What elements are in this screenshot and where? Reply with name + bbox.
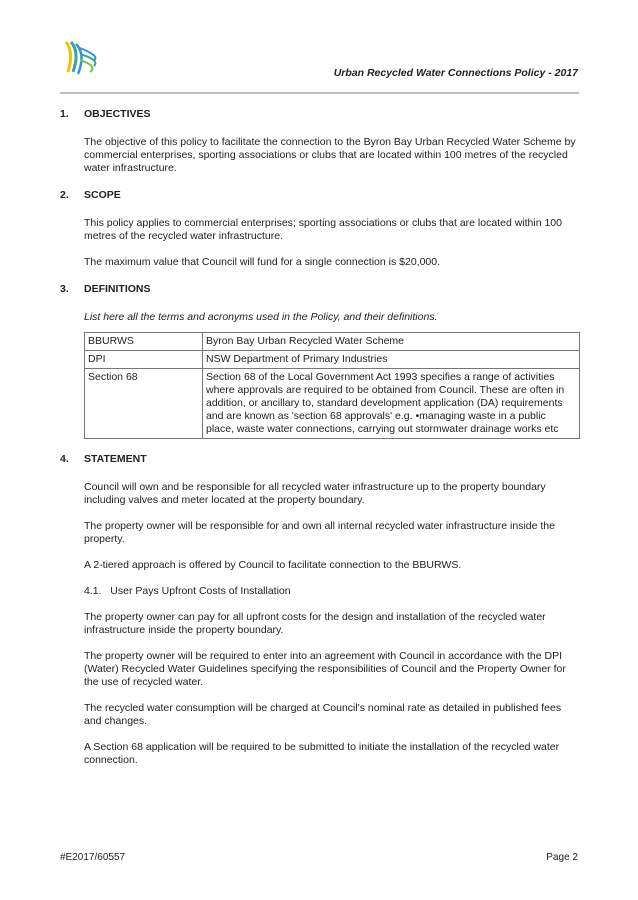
- statement-paragraph-3: A 2-tiered approach is offered by Council to facilitate connection to the BBURWS.: [84, 559, 462, 571]
- section-number: 1.: [60, 108, 69, 120]
- header-divider: [60, 92, 579, 94]
- definition-term: BBURWS: [85, 333, 203, 351]
- table-row: [85, 351, 580, 369]
- subsection-number: 4.1.: [84, 585, 102, 597]
- table-row: [85, 333, 580, 351]
- statement-paragraph-6: The recycled water consumption will be charged at Council's nominal rate as detailed in published fees and changes.: [84, 702, 562, 727]
- document-body: [60, 108, 579, 767]
- section-objectives-heading: [60, 108, 579, 121]
- scope-paragraph-1: This policy applies to commercial enterprises; sporting associations or clubs that are located within 100 metres of the recycled water infrastructure.: [84, 217, 562, 242]
- statement-paragraph-5: The property owner will be required to enter into an agreement with Council in accordance with the DPI (Water) Recycled Water Guidelines specifying the responsibilities of Council and the Property Owner for the use of recycled water.: [84, 650, 566, 688]
- section-title: SCOPE: [84, 189, 121, 201]
- section-scope-heading: [60, 189, 579, 202]
- section-definitions-heading: [60, 283, 579, 296]
- section-title: OBJECTIVES: [84, 108, 151, 120]
- definition-text: NSW Department of Primary Industries: [203, 351, 580, 369]
- statement-paragraph-2: The property owner will be responsible for and own all internal recycled water infrastructure inside the property.: [84, 520, 555, 545]
- section-number: 2.: [60, 189, 69, 201]
- document-title: Urban Recycled Water Connections Policy - 2017: [333, 67, 578, 79]
- definition-text: Section 68 of the Local Government Act 1993 specifies a range of activities where approvals are required to be obtained from Council. These are often in addition, or ancillary to, standard development application (DA) requirements and are known as 'section 68 approvals' e.g. •managing waste in a public place, waste water connections, carrying out stormwater drainage works etc: [203, 369, 580, 439]
- definition-text: Byron Bay Urban Recycled Water Scheme: [203, 333, 580, 351]
- scope-paragraph-2: The maximum value that Council will fund for a single connection is $20,000.: [84, 256, 441, 268]
- document-reference: #E2017/60557: [60, 852, 126, 863]
- section-statement-heading: [60, 453, 579, 466]
- definitions-table: [84, 332, 580, 439]
- section-title: DEFINITIONS: [84, 283, 151, 295]
- table-row: [85, 369, 580, 439]
- section-number: 3.: [60, 283, 69, 295]
- section-number: 4.: [60, 453, 69, 465]
- definition-term: DPI: [85, 351, 203, 369]
- definitions-intro: List here all the terms and acronyms used in the Policy, and their definitions.: [84, 311, 438, 323]
- objectives-paragraph: The objective of this policy to facilitate the connection to the Byron Bay Urban Recycled Water Scheme by commercial enterprises, sporting associations or clubs that are located within 100 metres of the recycled water infrastructure.: [84, 136, 576, 174]
- section-title: STATEMENT: [84, 453, 147, 465]
- subsection-title: User Pays Upfront Costs of Installation: [110, 585, 291, 597]
- statement-paragraph-7: A Section 68 application will be required to be submitted to initiate the installation of the recycled water connection.: [84, 741, 560, 766]
- statement-paragraph-4: The property owner can pay for all upfront costs for the design and installation of the recycled water infrastructure inside the property boundary.: [84, 611, 546, 636]
- council-logo: [60, 38, 104, 80]
- subsection-heading: [84, 585, 579, 598]
- page-number: Page 2: [546, 852, 578, 863]
- statement-paragraph-1: Council will own and be responsible for all recycled water infrastructure up to the property boundary including valves and meter located at the property boundary.: [84, 481, 546, 506]
- definition-term: Section 68: [85, 369, 203, 439]
